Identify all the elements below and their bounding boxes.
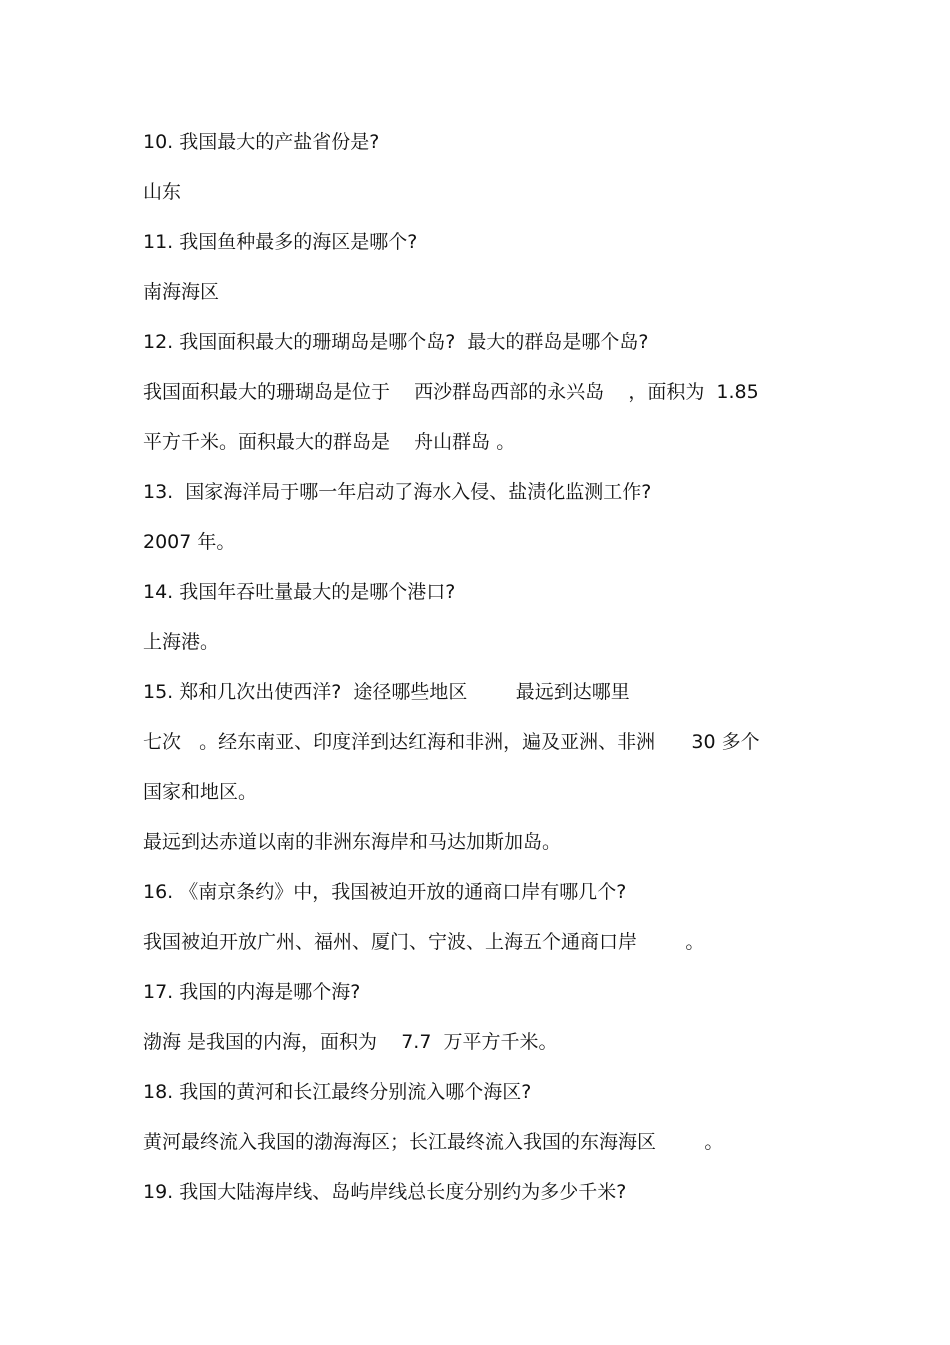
- question-18: 18. 我国的黄河和长江最终分别流入哪个海区?: [143, 1081, 532, 1103]
- answer-12-line-1: 我国面积最大的珊瑚岛是位于 西沙群岛西部的永兴岛 ，面积为 1.85: [143, 381, 759, 403]
- answer-15-line-2: 国家和地区。: [143, 781, 258, 803]
- question-15: 15. 郑和几次出使西洋? 途径哪些地区 最远到达哪里: [143, 681, 630, 703]
- answer-11: 南海海区: [143, 281, 220, 303]
- answer-15-line-3: 最远到达赤道以南的非洲东海岸和马达加斯加岛。: [143, 831, 562, 853]
- answer-13: 2007 年。: [143, 531, 236, 553]
- question-14: 14. 我国年吞吐量最大的是哪个港口?: [143, 581, 456, 603]
- answer-18: 黄河最终流入我国的渤海海区；长江最终流入我国的东海海区 。: [143, 1131, 724, 1153]
- question-13: 13. 国家海洋局于哪一年启动了海水入侵、盐渍化监测工作?: [143, 481, 652, 503]
- question-11: 11. 我国鱼种最多的海区是哪个?: [143, 231, 418, 253]
- answer-16: 我国被迫开放广州、福州、厦门、宁波、上海五个通商口岸 。: [143, 931, 705, 953]
- question-12: 12. 我国面积最大的珊瑚岛是哪个岛? 最大的群岛是哪个岛?: [143, 331, 649, 353]
- question-17: 17. 我国的内海是哪个海?: [143, 981, 361, 1003]
- question-19: 19. 我国大陆海岸线、岛屿岸线总长度分别约为多少千米?: [143, 1181, 627, 1203]
- answer-14: 上海港。: [143, 631, 220, 653]
- question-16: 16. 《南京条约》中，我国被迫开放的通商口岸有哪几个?: [143, 881, 627, 903]
- answer-17: 渤海 是我国的内海，面积为 7.7 万平方千米。: [143, 1031, 558, 1053]
- answer-15-line-1: 七次 。经东南亚、印度洋到达红海和非洲，遍及亚洲、非洲 30 多个: [143, 731, 760, 753]
- answer-10: 山东: [143, 181, 182, 203]
- answer-12-line-2: 平方千米。面积最大的群岛是 舟山群岛 。: [143, 431, 516, 453]
- question-10: 10. 我国最大的产盐省份是?: [143, 131, 380, 153]
